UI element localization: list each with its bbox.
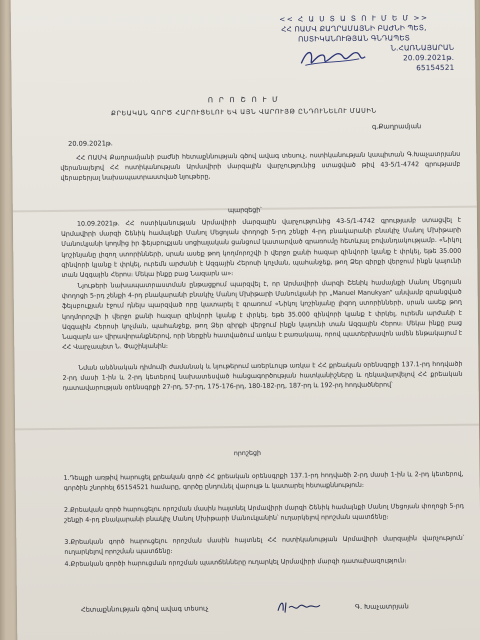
signatory-title: Հետաքննության գծով ավագ տեսուչ [80, 604, 209, 614]
section-heading-findings: պարզեցի՝ [227, 206, 262, 215]
stamp-position: ՀՀ ՈԱՄՎ ՔԱՂՐԱՄԱՅՆԻ ԲԱԺՆԻ ՊԵՏ, [281, 23, 427, 34]
decision-item-2: 2.Քրեական գործ հարուցելու որոշման մասին հայտնել Արմավիրի մարզի Շենիկ համայնքի Մանոլ Մեցոյան փողոցի 5-րդ շենքի 4-րդ բնակարանի բնակիչ Մանոլ Մխիթարի Մանուկյանին՝ ուղարկելով որոշման պատճենը։ [63, 502, 464, 525]
document-sheet [11, 0, 480, 640]
signatory-name: Գ. Խաչատրյան [354, 602, 409, 611]
stamp-date: 20.09.2021թ. [403, 52, 455, 63]
findings-paragraph-3: Նման անձնական դիմումի ժամանակ և նյութերում առերևույթ առկա է ՀՀ քրեական օրենսգրքի 137.1-րդ հոդվածի 2-րդ մասի 1-ին և 2-րդ կետերով նախատեսված հանցագործության հատկանիշները և ղեկավարվելով ՀՀ քրեական դատավարության օրենսգրքի 27-րդ, 57-րդ, 175-176-րդ, 180-182-րդ, 187-րդ և 192-րդ հոդվածներով՝ [62, 360, 463, 393]
document-date: 20.09.2021թ. [68, 139, 113, 148]
approver-signature [297, 45, 367, 72]
document-place: գ.Քաղրամյան [371, 122, 422, 131]
decision-item-4: 4.Քրեական գործի հարուցման որոշման պատճենները ուղարկել Արմավիրի մարզի դատախազություն։ [64, 557, 407, 568]
stamp-rank: ՈՍՏԻԿԱՆՈՒԹՅԱՆ ԳՆԴԱՊԵՏ [298, 33, 411, 44]
investigator-signature [275, 597, 323, 616]
decision-item-3: 3.Քրեական գործ հարուցելու որոշման մասին հայտնել ՀՀ ոստիկանության Արմավիրի մարզային վարչություն՝ ուղարկելով որոշման պատճենը։ [64, 534, 465, 557]
document-title: Ո Ր Ո Շ Ո Ւ Մ [207, 95, 280, 105]
stamp-heading: << Հ Ա Ս Տ Ա Տ Ո Ւ Մ Ե Մ >> [279, 13, 429, 24]
document-subtitle: ՔՐԵԱԿԱՆ ԳՈՐԾ ՀԱՐՈՒՑԵԼՈՒ ԵՎ ԱՅՆ ՎԱՐՈՒՅԹ ԸՆԴՈՒՆԵԼՈՒ ՄԱՍԻՆ [110, 106, 377, 118]
paper-fold [15, 424, 479, 431]
decision-item-1: 1.Դեպքի առթիվ հարուցել քրեական գործ ՀՀ քրեական օրենսգրքի 137.1-րդ հոդվածի 2-րդ մասի 1-ին և 2-րդ կետերով, գործին շնորհել 65154521 համարը, գործը ընդունել վարույթ և կատարել հետաքննություն։ [63, 470, 464, 493]
findings-paragraph-2: Նյութերի նախապատրաստման ընթացքում պարզվել է, որ Արմավիրի մարզի Շենիկ համայնքի Մանոլ Մեցոյան փողոցի 5-րդ շենքի 4-րդ բնակարանի բնակիչ Մանոլ Մխիթարի Մանուկյանի իր „Manuel Manukyan“ անվամբ գրանցված ֆեյսբուքյան էջում դնելս պարզված որը կատարել է գրառում «Նիկոլ կոշինյանը լիզող ստորինների, սրան ասեք թող կողմորոշվի ի վերջո քանի հազար զինվորի կյանք է փրկել. եթե 35.000 զինվորի կյանք է փրկել, ուրեմն արժանի է Ազգային Հերոսի կոչման, պահանջեք, թող Ձեր գիրքի վերջում ինքն կայունի տան Ազգային Հերոս։ Մեկա ինքը բաց Նազարն ա» վիրավորանքներով, որի ներքին հատվածում առկա է բառակապ, որով պատերխավոն ամեն ենթակայում է ՀՀ Վարչապետ Ն. Փաշինյանին։ [61, 278, 463, 352]
intro-paragraph: ՀՀ ՈԱՄՎ Քաղրամյանի բաժնի հետաքննության գծով ավագ տեսուչ, ոստիկանության կապիտան Գ.Խաչատրյանս վերանայելով ՀՀ ոստիկանության Արմավիրի մարզային վարչությունից ստացված թիվ 43-5/1-4742 գրությամբ վերաբերյալ նախապատրաստված նյութերը, [60, 150, 461, 183]
findings-paragraph-1: 10.09.2021թ. ՀՀ ոստիկանության Արմավիրի մարզային վարչությունից 43-5/1-4742 գրությամբ ստացվել է Արմավիրի մարզի Շենիկ համայնքի Մանոլ Մեցոյան փողոցի 5-րդ շենքի 4-րդ բնակարանի բնակիչ Մանոլ Մխիթարի Մանուկյանի կողմից իր ֆեյսբուքյան սոցիալական ցանցում կատարված գրառումը հետևյալ բովանդակությամբ. «Նիկոլ կոշինյանը լիզող ստորինների, սրան ասեք թող կողմորոշվի ի վերջո քանի հազար զինվորի կյանք է փրկել, եթե 35.000 զինվորի կյանք է փրկել, ուրեմն արժանի է Ազգային Հերոսի կոչման, պահանջեք, թող Ձեր գիրքի վերջում ինքն կայունի տան Ազգային Հերոս։ Մեկա ինքը բաց Նազարն ա»։ [61, 216, 462, 279]
stamp-name: Ն.ՀԱՌՆԱՅԱՐԱՆ [390, 42, 455, 53]
stamp-number: 65154521 [416, 62, 455, 73]
section-heading-decision: որոշեցի [233, 449, 261, 458]
